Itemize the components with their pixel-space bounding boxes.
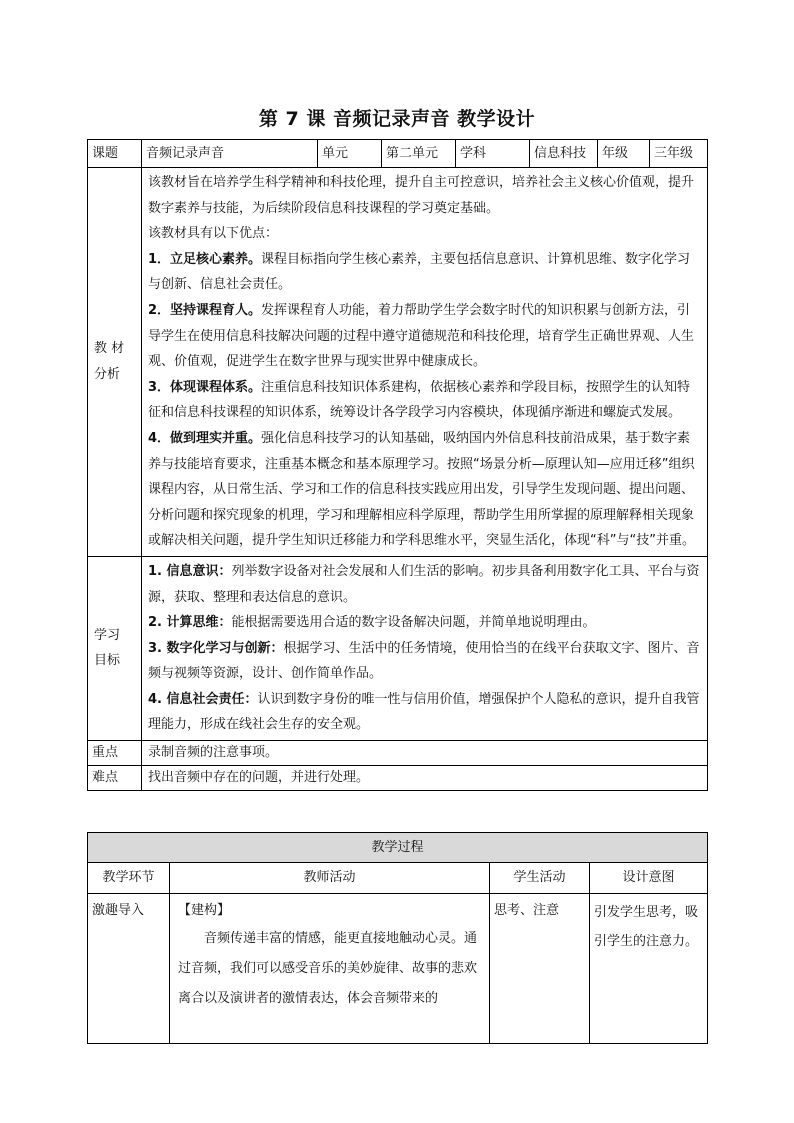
header-row [88, 140, 708, 168]
analysis-point: 3．体现课程体系。注重信息科技知识体系建构，依据核心素养和学段目标，按照学生的认知特征和信息科技课程的知识体系，统筹设计各学段学习内容模块，体现循序渐进和螺旋式发展。 [148, 379, 691, 421]
objective-item: 1. 信息意识：列举数字设备对社会发展和人们生活的影响。初步具备利用数字化工具、平台与资源，获取、整理和表达信息的意识。 [148, 563, 700, 605]
process-table [87, 832, 708, 1044]
teacher-text: 音频传递丰富的情感，能更直接地触动心灵。通过音频，我们可以感受音乐的美妙旋律、故事的悲欢离合以及演讲者的激情表达，体会音频带来的 [178, 930, 478, 1006]
topic-value: 音频记录声音 [142, 140, 318, 168]
analysis-point: 1．立足核心素养。课程目标指向学生核心素养，主要包括信息意识、计算机思维、数字化学习与创新、信息社会责任。 [148, 251, 691, 293]
analysis-point: 2．坚持课程育人。发挥课程育人功能，着力帮助学生学会数字时代的知识积累与创新方法，引导学生在使用信息科技解决问题的过程中遵守道德规范和科技伦理，培育学生正确世界观、人生观、价值观，促进学生在数字世界与现实世界中健康成长。 [148, 302, 695, 370]
analysis-row [88, 168, 708, 557]
grade-value: 三年级 [650, 140, 708, 168]
key-point-value: 录制音频的注意事项。 [142, 741, 708, 766]
process-title-row [88, 833, 708, 863]
analysis-content [142, 168, 708, 557]
page-title: 第 7 课 音频记录声音 教学设计 [258, 108, 536, 130]
topic-label: 课题 [88, 140, 142, 168]
process-row [88, 894, 708, 1044]
lesson-info-table [87, 139, 708, 791]
difficulty-row [88, 766, 708, 791]
student-activity-cell: 思考、注意 [490, 894, 590, 1044]
process-column-header [88, 863, 708, 894]
teacher-tag: 【建构】 [178, 903, 231, 918]
difficulty-label: 难点 [88, 766, 142, 791]
objective-item: 2. 计算思维：能根据需要选用合适的数字设备解决问题，并简单地说明理由。 [148, 615, 596, 631]
column-header: 设计意图 [590, 863, 708, 894]
analysis-intro: 该教材旨在培养学生科学精神和科技伦理，提升自主可控意识，培养社会主义核心价值观，提升数字素养与技能，为后续阶段信息科技课程的学习奠定基础。 [148, 175, 695, 216]
stage-cell: 激趣导入 [88, 894, 170, 1044]
grade-label: 年级 [598, 140, 650, 168]
column-header: 学生活动 [490, 863, 590, 894]
objective-item: 4. 信息社会责任：认识到数字身份的唯一性与信用价值，增强保护个人隐私的意识，提升自我管理能力，形成在线社会生存的安全观。 [148, 691, 700, 733]
subject-label: 学科 [456, 140, 530, 168]
unit-value: 第二单元 [382, 140, 456, 168]
objectives-row [88, 556, 708, 740]
analysis-lead: 该教材具有以下优点： [148, 226, 279, 242]
unit-label: 单元 [318, 140, 382, 168]
analysis-label: 教 材 分析 [88, 168, 142, 557]
objective-item: 3. 数字化学习与创新：根据学习、生活中的任务情境，使用恰当的在线平台获取文字、图片、音频与视频等资源，设计、创作简单作品。 [148, 640, 700, 682]
process-title: 教学过程 [88, 833, 708, 863]
column-header: 教学环节 [88, 863, 170, 894]
key-point-label: 重点 [88, 741, 142, 766]
objectives-content [142, 556, 708, 740]
subject-value: 信息科技 [530, 140, 598, 168]
column-header: 教师活动 [170, 863, 490, 894]
analysis-point: 4．做到理实并重。强化信息科技学习的认知基础，吸纳国内外信息科技前沿成果，基于数字素养与技能培育要求，注重基本概念和基本原理学习。按照“场景分析—原理认知—应用迁移”组织课程内容，从日常生活、学习和工作的信息科技实践应用出发，引导学生发现问题、提出问题、分析问题和探究现象的机理，学习和理解相应科学原理，帮助学生用所掌握的原理解释相关现象或解决相关问题，提升学生知识迁移能力和学科思维水平，突显生活化，体现“科”与“技”并重。 [148, 430, 695, 549]
design-intent-cell: 引发学生思考，吸引学生的注意力。 [590, 894, 708, 1044]
teacher-activity-cell [170, 894, 490, 1044]
key-point-row [88, 741, 708, 766]
objectives-label: 学习 目标 [88, 556, 142, 740]
difficulty-value: 找出音频中存在的问题，并进行处理。 [142, 766, 708, 791]
